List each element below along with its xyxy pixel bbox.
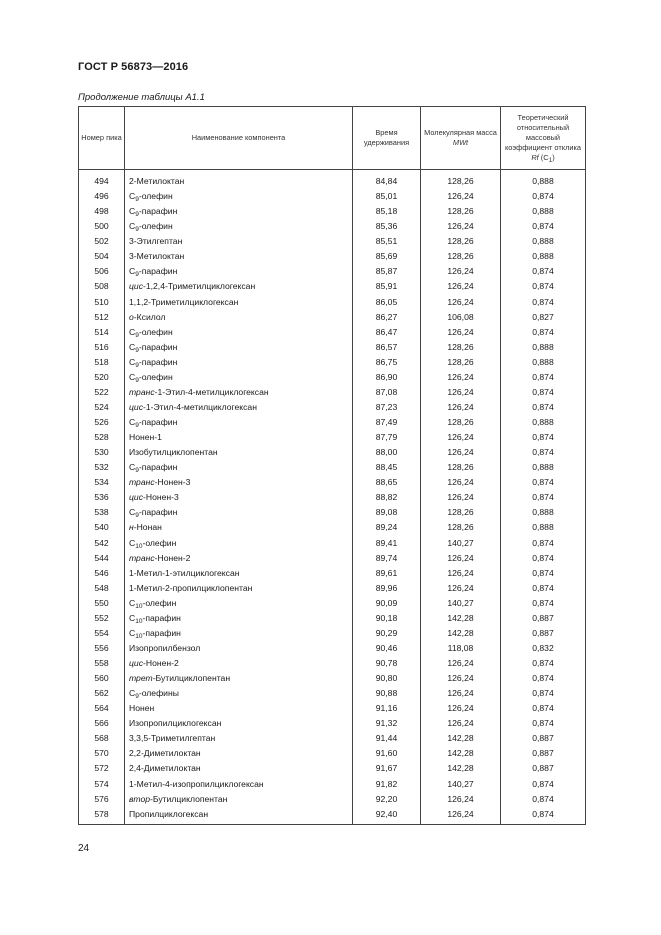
cell-coef: 0,874	[501, 596, 586, 611]
cell-mass: 128,26	[421, 505, 501, 520]
cell-peak: 578	[79, 807, 125, 825]
cell-name: втор-Бутилциклопентан	[125, 792, 353, 807]
cell-time: 91,60	[353, 746, 421, 761]
table-row	[79, 611, 586, 626]
cell-time: 91,32	[353, 716, 421, 731]
cell-coef: 0,888	[501, 355, 586, 370]
cell-peak: 552	[79, 611, 125, 626]
cell-name: 1-Метил-1-этилциклогексан	[125, 566, 353, 581]
cell-mass: 142,28	[421, 761, 501, 776]
cell-coef: 0,874	[501, 792, 586, 807]
page-number: 24	[78, 843, 90, 854]
table-row	[79, 807, 586, 825]
cell-name: о-Ксилол	[125, 310, 353, 325]
table-row	[79, 505, 586, 520]
cell-coef: 0,874	[501, 279, 586, 294]
cell-mass: 126,24	[421, 325, 501, 340]
cell-time: 89,24	[353, 520, 421, 535]
cell-time: 88,45	[353, 460, 421, 475]
cell-coef: 0,887	[501, 626, 586, 641]
cell-time: 87,79	[353, 430, 421, 445]
cell-name: $C_9$-парафин	[125, 355, 353, 370]
cell-coef: 0,874	[501, 566, 586, 581]
cell-peak: 542	[79, 536, 125, 551]
cell-coef: 0,887	[501, 611, 586, 626]
table-row	[79, 310, 586, 325]
cell-coef: 0,888	[501, 204, 586, 219]
table-row	[79, 475, 586, 490]
table-row	[79, 641, 586, 656]
cell-coef: 0,874	[501, 581, 586, 596]
table-row	[79, 355, 586, 370]
table-row	[79, 716, 586, 731]
cell-coef: 0,888	[501, 520, 586, 535]
cell-name: $C_{10}$-олефин	[125, 596, 353, 611]
cell-coef: 0,874	[501, 295, 586, 310]
table-row	[79, 596, 586, 611]
cell-mass: 128,26	[421, 415, 501, 430]
cell-name: 3,3,5-Триметилгептан	[125, 731, 353, 746]
cell-mass: 140,27	[421, 596, 501, 611]
cell-coef: 0,874	[501, 189, 586, 204]
cell-peak: 532	[79, 460, 125, 475]
cell-coef: 0,874	[501, 490, 586, 505]
cell-name: $C_9$-олефин	[125, 189, 353, 204]
table-row	[79, 656, 586, 671]
cell-name: 1-Метил-2-пропилциклопентан	[125, 581, 353, 596]
cell-peak: 528	[79, 430, 125, 445]
table-row	[79, 686, 586, 701]
cell-mass: 118,08	[421, 641, 501, 656]
cell-time: 86,57	[353, 340, 421, 355]
cell-name: $C_9$-парафин	[125, 505, 353, 520]
cell-peak: 576	[79, 792, 125, 807]
cell-peak: 504	[79, 249, 125, 264]
cell-coef: 0,887	[501, 761, 586, 776]
cell-mass: 126,24	[421, 370, 501, 385]
cell-coef: 0,874	[501, 400, 586, 415]
table-row	[79, 701, 586, 716]
cell-name: 2,2-Диметилоктан	[125, 746, 353, 761]
cell-name: 3-Метилоктан	[125, 249, 353, 264]
table-row	[79, 295, 586, 310]
cell-peak: 560	[79, 671, 125, 686]
cell-name: $C_9$-олефин	[125, 370, 353, 385]
cell-time: 88,65	[353, 475, 421, 490]
cell-name: Изопропилциклогексан	[125, 716, 353, 731]
cell-name: 2-Метилоктан	[125, 170, 353, 190]
cell-time: 86,05	[353, 295, 421, 310]
table-row	[79, 234, 586, 249]
cell-name: $C_9$-парафин	[125, 460, 353, 475]
cell-peak: 508	[79, 279, 125, 294]
cell-time: 89,74	[353, 551, 421, 566]
standard-designation: ГОСТ Р 56873—2016	[78, 61, 189, 73]
cell-peak: 550	[79, 596, 125, 611]
cell-mass: 126,24	[421, 566, 501, 581]
cell-mass: 128,26	[421, 355, 501, 370]
cell-name: $C_9$-парафин	[125, 340, 353, 355]
cell-mass: 128,26	[421, 340, 501, 355]
cell-time: 86,75	[353, 355, 421, 370]
cell-peak: 566	[79, 716, 125, 731]
cell-coef: 0,888	[501, 505, 586, 520]
cell-time: 86,47	[353, 325, 421, 340]
cell-name: транс-Нонен-2	[125, 551, 353, 566]
cell-mass: 128,26	[421, 249, 501, 264]
cell-coef: 0,887	[501, 746, 586, 761]
table-row	[79, 731, 586, 746]
cell-peak: 574	[79, 777, 125, 792]
cell-mass: 126,24	[421, 445, 501, 460]
cell-peak: 516	[79, 340, 125, 355]
cell-name: Пропилциклогексан	[125, 807, 353, 825]
cell-coef: 0,888	[501, 170, 586, 190]
cell-time: 85,87	[353, 264, 421, 279]
cell-mass: 126,24	[421, 686, 501, 701]
cell-name: $C_9$-олефины	[125, 686, 353, 701]
cell-time: 90,78	[353, 656, 421, 671]
table-row	[79, 325, 586, 340]
cell-coef: 0,874	[501, 445, 586, 460]
cell-peak: 564	[79, 701, 125, 716]
cell-time: 85,01	[353, 189, 421, 204]
cell-coef: 0,874	[501, 807, 586, 825]
table-caption: Продолжение таблицы А1.1	[78, 92, 205, 103]
cell-coef: 0,874	[501, 551, 586, 566]
cell-time: 88,00	[353, 445, 421, 460]
cell-coef: 0,874	[501, 671, 586, 686]
cell-coef: 0,832	[501, 641, 586, 656]
col-header-peak: Номер пика	[79, 107, 125, 170]
table-row	[79, 520, 586, 535]
cell-coef: 0,888	[501, 234, 586, 249]
cell-time: 88,82	[353, 490, 421, 505]
components-table	[78, 106, 586, 825]
cell-name: $C_{10}$-парафин	[125, 626, 353, 641]
cell-time: 89,96	[353, 581, 421, 596]
table-row	[79, 581, 586, 596]
cell-coef: 0,827	[501, 310, 586, 325]
cell-peak: 554	[79, 626, 125, 641]
cell-mass: 126,24	[421, 475, 501, 490]
cell-time: 86,27	[353, 310, 421, 325]
cell-peak: 514	[79, 325, 125, 340]
table-row	[79, 460, 586, 475]
cell-name: транс-Нонен-3	[125, 475, 353, 490]
cell-name: Изопропилбензол	[125, 641, 353, 656]
cell-mass: 126,24	[421, 807, 501, 825]
cell-coef: 0,888	[501, 340, 586, 355]
table-row	[79, 746, 586, 761]
table-row	[79, 219, 586, 234]
table-row	[79, 761, 586, 776]
cell-peak: 530	[79, 445, 125, 460]
cell-time: 86,90	[353, 370, 421, 385]
cell-mass: 140,27	[421, 536, 501, 551]
cell-mass: 126,24	[421, 792, 501, 807]
cell-coef: 0,874	[501, 264, 586, 279]
cell-time: 90,18	[353, 611, 421, 626]
cell-coef: 0,874	[501, 716, 586, 731]
table-row	[79, 551, 586, 566]
cell-name: цис-Нонен-2	[125, 656, 353, 671]
table-row	[79, 400, 586, 415]
cell-peak: 498	[79, 204, 125, 219]
cell-coef: 0,874	[501, 536, 586, 551]
cell-time: 85,69	[353, 249, 421, 264]
cell-time: 90,80	[353, 671, 421, 686]
cell-time: 91,82	[353, 777, 421, 792]
cell-peak: 502	[79, 234, 125, 249]
cell-peak: 572	[79, 761, 125, 776]
table-row	[79, 170, 586, 190]
cell-name: 2,4-Диметилоктан	[125, 761, 353, 776]
cell-name: Нонен	[125, 701, 353, 716]
cell-mass: 126,24	[421, 671, 501, 686]
cell-peak: 544	[79, 551, 125, 566]
cell-time: 87,08	[353, 385, 421, 400]
cell-name: 1-Метил-4-изопропилциклогексан	[125, 777, 353, 792]
cell-peak: 520	[79, 370, 125, 385]
cell-coef: 0,874	[501, 430, 586, 445]
cell-mass: 126,24	[421, 656, 501, 671]
col-header-name: Наименование компонента	[125, 107, 353, 170]
cell-coef: 0,874	[501, 325, 586, 340]
cell-coef: 0,874	[501, 475, 586, 490]
table-body	[79, 170, 586, 825]
cell-coef: 0,888	[501, 460, 586, 475]
cell-mass: 126,24	[421, 716, 501, 731]
cell-peak: 548	[79, 581, 125, 596]
cell-time: 85,18	[353, 204, 421, 219]
table-row	[79, 490, 586, 505]
cell-time: 91,67	[353, 761, 421, 776]
cell-name: 1,1,2-Триметилциклогексан	[125, 295, 353, 310]
cell-time: 87,49	[353, 415, 421, 430]
cell-coef: 0,888	[501, 249, 586, 264]
table-row	[79, 370, 586, 385]
cell-mass: 126,24	[421, 490, 501, 505]
cell-peak: 522	[79, 385, 125, 400]
cell-mass: 128,26	[421, 460, 501, 475]
table-row	[79, 204, 586, 219]
cell-peak: 506	[79, 264, 125, 279]
cell-mass: 126,24	[421, 430, 501, 445]
cell-name: транс-1-Этил-4-метилциклогексан	[125, 385, 353, 400]
cell-mass: 126,24	[421, 264, 501, 279]
cell-name: 3-Этилгептан	[125, 234, 353, 249]
cell-peak: 568	[79, 731, 125, 746]
cell-time: 85,91	[353, 279, 421, 294]
cell-peak: 526	[79, 415, 125, 430]
table-row	[79, 792, 586, 807]
table-row	[79, 777, 586, 792]
cell-peak: 510	[79, 295, 125, 310]
table-row	[79, 249, 586, 264]
cell-peak: 538	[79, 505, 125, 520]
cell-peak: 524	[79, 400, 125, 415]
cell-peak: 494	[79, 170, 125, 190]
cell-name: Нонен-1	[125, 430, 353, 445]
cell-coef: 0,874	[501, 701, 586, 716]
cell-name: $C_9$-парафин	[125, 415, 353, 430]
cell-mass: 140,27	[421, 777, 501, 792]
cell-mass: 128,26	[421, 520, 501, 535]
cell-mass: 142,28	[421, 611, 501, 626]
cell-mass: 142,28	[421, 626, 501, 641]
cell-name: $C_9$-олефин	[125, 325, 353, 340]
cell-coef: 0,874	[501, 370, 586, 385]
cell-name: $C_9$-олефин	[125, 219, 353, 234]
table-row	[79, 340, 586, 355]
cell-time: 90,88	[353, 686, 421, 701]
cell-mass: 128,26	[421, 234, 501, 249]
cell-peak: 512	[79, 310, 125, 325]
cell-mass: 142,28	[421, 731, 501, 746]
table-row	[79, 264, 586, 279]
cell-mass: 126,24	[421, 400, 501, 415]
cell-peak: 558	[79, 656, 125, 671]
table-row	[79, 671, 586, 686]
cell-mass: 126,24	[421, 189, 501, 204]
cell-name: н-Нонан	[125, 520, 353, 535]
table-row	[79, 430, 586, 445]
cell-mass: 106,08	[421, 310, 501, 325]
cell-mass: 128,26	[421, 170, 501, 190]
table-header-row	[79, 107, 586, 170]
cell-name: цис-Нонен-3	[125, 490, 353, 505]
cell-peak: 536	[79, 490, 125, 505]
cell-coef: 0,874	[501, 656, 586, 671]
cell-mass: 126,24	[421, 581, 501, 596]
cell-name: $C_9$-парафин	[125, 204, 353, 219]
cell-peak: 556	[79, 641, 125, 656]
cell-time: 89,61	[353, 566, 421, 581]
cell-time: 89,08	[353, 505, 421, 520]
col-header-mass: Молекулярная масса MWt	[421, 107, 501, 170]
table-row	[79, 415, 586, 430]
col-header-coef: Теоретический относительный массовый коэффициент отклика Rf $(C_1)$	[501, 107, 586, 170]
table-row	[79, 445, 586, 460]
cell-time: 85,51	[353, 234, 421, 249]
cell-name: Изобутилциклопентан	[125, 445, 353, 460]
cell-time: 90,09	[353, 596, 421, 611]
cell-time: 89,41	[353, 536, 421, 551]
cell-peak: 500	[79, 219, 125, 234]
cell-peak: 534	[79, 475, 125, 490]
cell-mass: 128,26	[421, 204, 501, 219]
cell-coef: 0,874	[501, 385, 586, 400]
cell-time: 90,46	[353, 641, 421, 656]
cell-name: цис-1,2,4-Триметилциклогексан	[125, 279, 353, 294]
cell-coef: 0,874	[501, 219, 586, 234]
cell-time: 92,40	[353, 807, 421, 825]
cell-mass: 126,24	[421, 385, 501, 400]
cell-time: 87,23	[353, 400, 421, 415]
cell-mass: 126,24	[421, 701, 501, 716]
cell-mass: 142,28	[421, 746, 501, 761]
table-row	[79, 279, 586, 294]
table-row	[79, 189, 586, 204]
cell-name: $C_{10}$-олефин	[125, 536, 353, 551]
cell-time: 85,36	[353, 219, 421, 234]
cell-peak: 546	[79, 566, 125, 581]
table-row	[79, 385, 586, 400]
cell-name: трет-Бутилциклопентан	[125, 671, 353, 686]
cell-peak: 496	[79, 189, 125, 204]
cell-mass: 126,24	[421, 219, 501, 234]
table-row	[79, 536, 586, 551]
cell-time: 84,84	[353, 170, 421, 190]
cell-peak: 562	[79, 686, 125, 701]
cell-coef: 0,888	[501, 415, 586, 430]
cell-name: $C_9$-парафин	[125, 264, 353, 279]
cell-name: $C_{10}$-парафин	[125, 611, 353, 626]
cell-time: 91,44	[353, 731, 421, 746]
cell-mass: 126,24	[421, 295, 501, 310]
cell-mass: 126,24	[421, 279, 501, 294]
cell-coef: 0,874	[501, 686, 586, 701]
table-row	[79, 566, 586, 581]
cell-coef: 0,887	[501, 731, 586, 746]
cell-peak: 570	[79, 746, 125, 761]
cell-mass: 126,24	[421, 551, 501, 566]
cell-peak: 540	[79, 520, 125, 535]
table-row	[79, 626, 586, 641]
col-header-time: Время удерживания	[353, 107, 421, 170]
cell-peak: 518	[79, 355, 125, 370]
cell-time: 90,29	[353, 626, 421, 641]
cell-coef: 0,874	[501, 777, 586, 792]
cell-name: цис-1-Этил-4-метилциклогексан	[125, 400, 353, 415]
cell-time: 92,20	[353, 792, 421, 807]
cell-time: 91,16	[353, 701, 421, 716]
